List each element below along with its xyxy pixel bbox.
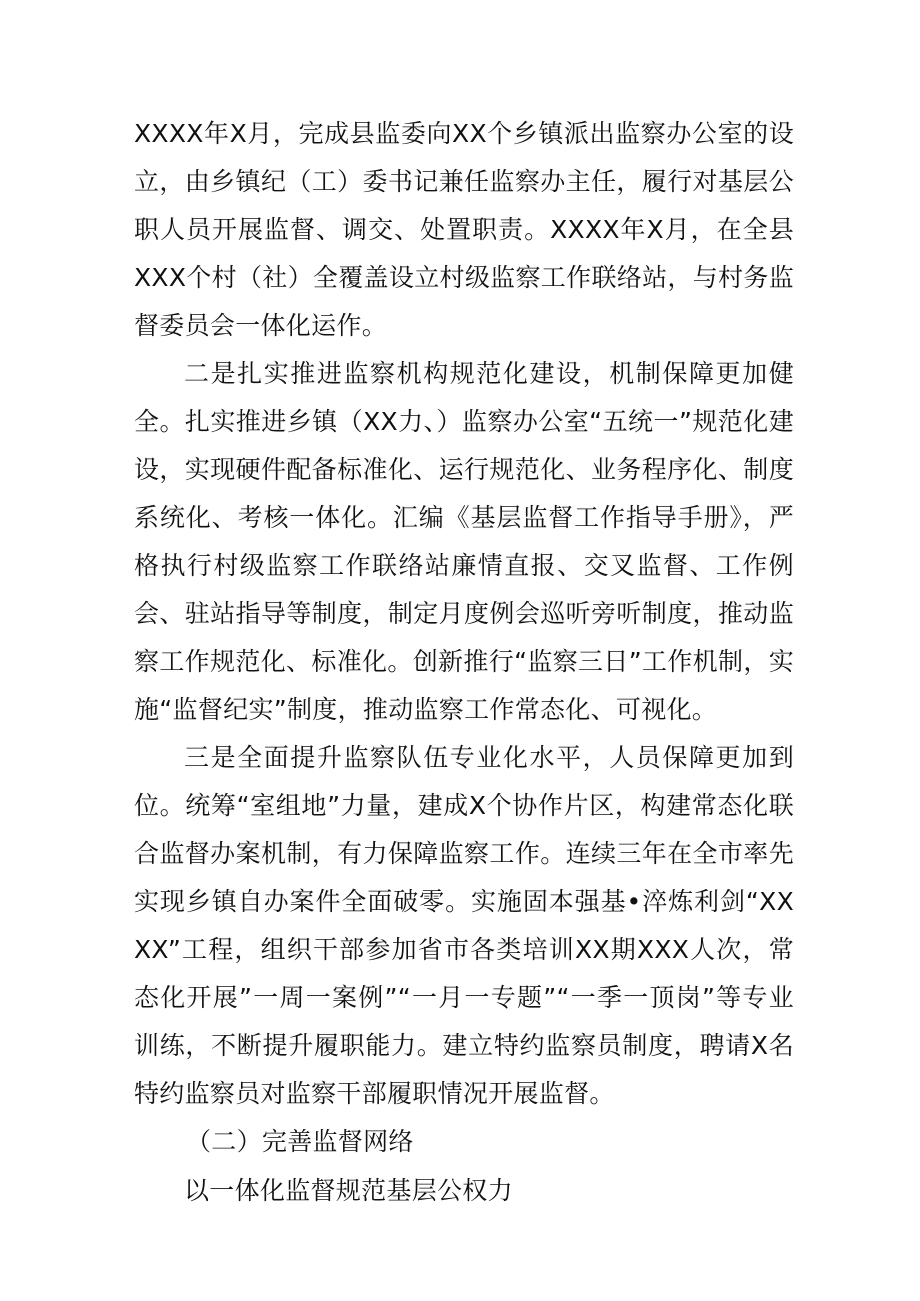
section-heading: （二）完善监督网络 (186, 1127, 414, 1156)
paragraph-point-three: 三是全面提升监察队伍专业化水平，人员保障更加到位。统筹“室组地”力量，建成X个协作片区，构建常态化联合监督办案机制，有力保障监察工作。连续三年在全市率先实现乡镇自办案件全面破零。实施固本强基•淬炼利剑“XXXX”工程，组织干部参加省市各类培训XX期XXX人次，常态化开展”一周一案例”“一月一专题”“一季一顶岗”等专业训练，不断提升履职能力。建立特约监察员制度，聘请X名特约监察员对监察干部履职情况开展监督。 (134, 743, 794, 1108)
paragraph-point-two: 二是扎实推进监察机构规范化建设，机制保障更加健全。扎实推进乡镇（XX力、）监察办公室“五统一”规范化建设，实现硬件配备标准化、运行规范化、业务程序化、制度系统化、考核一体化。汇编《基层监督工作指导手册》，严格执行村级监察工作联络站廉情直报、交叉监督、工作例会、驻站指导等制度，制定月度例会巡听旁听制度，推动监察工作规范化、标准化。创新推行“监察三日”工作机制，实施“监督纪实”制度，推动监察工作常态化、可视化。 (134, 359, 794, 724)
section-subheading: 以一体化监督规范基层公权力 (184, 1176, 513, 1205)
paragraph-intro: XXXX年X月，完成县监委向XX个乡镇派出监察办公室的设立，由乡镇纪（工）委书记兼任监察办主任，履行对基层公职人员开展监督、调交、处置职责。XXXX年X月，在全县XXX个村（社）全覆盖设立村级监察工作联络站，与村务监督委员会一体化运作。 (134, 119, 794, 340)
document-body (134, 110, 794, 1215)
